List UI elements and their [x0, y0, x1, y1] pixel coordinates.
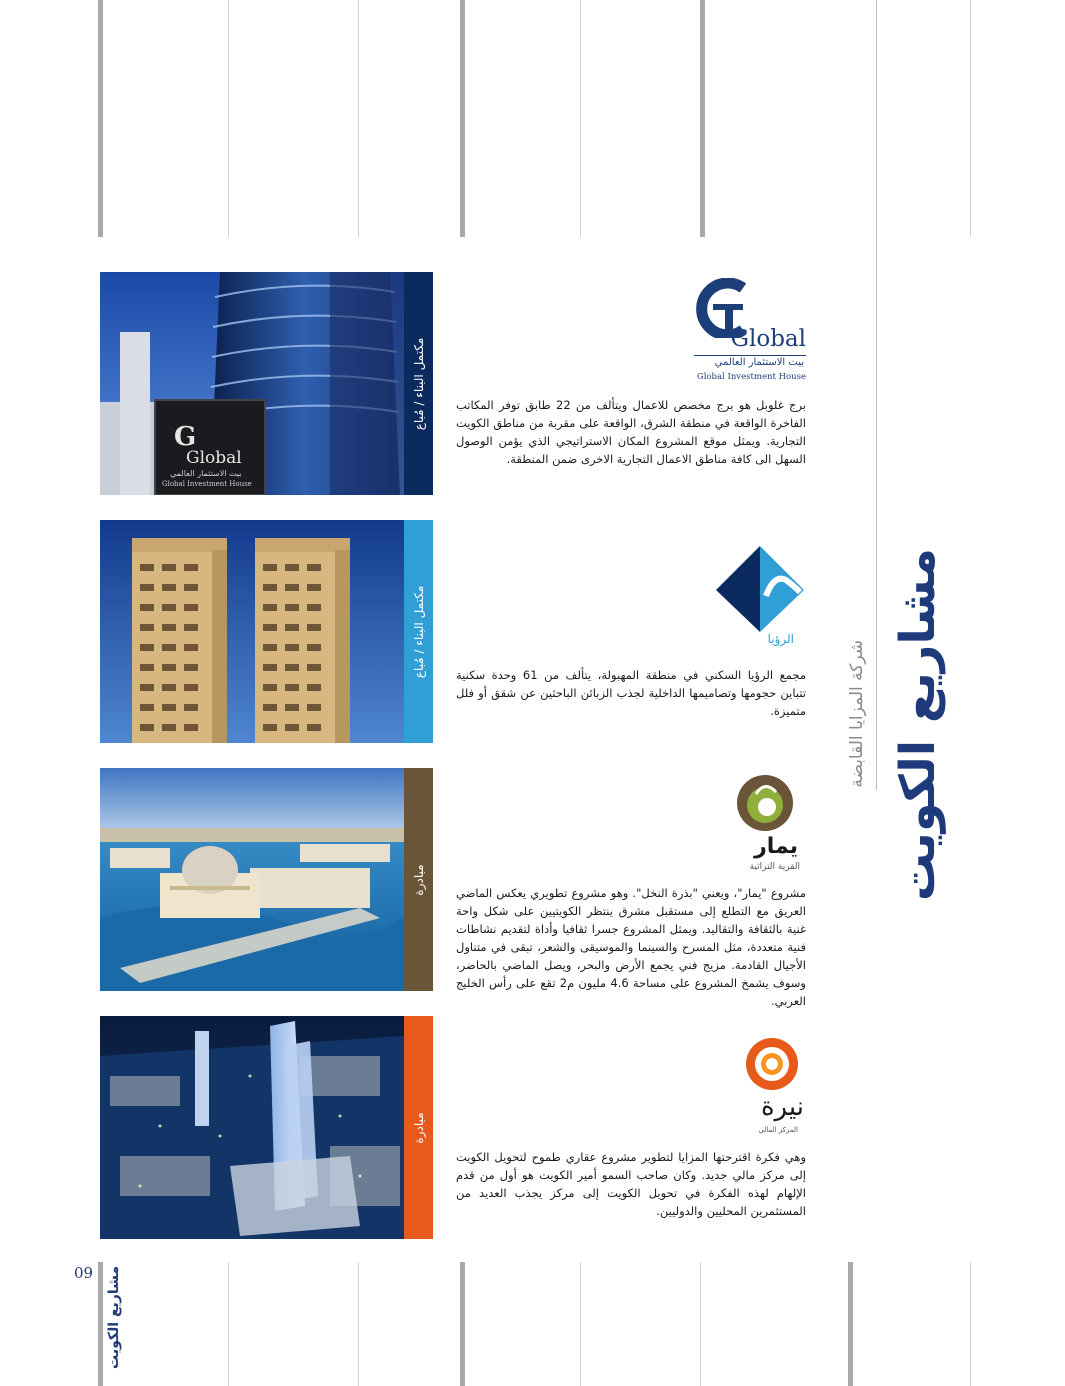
project-yammar: [100, 768, 806, 1008]
top-rule-2: [228, 0, 229, 237]
footer-title: مشاريع الكويت: [106, 1266, 122, 1369]
bottom-rule-8: [970, 1262, 971, 1386]
top-rule-4: [460, 0, 465, 237]
bottom-rule-1: [98, 1262, 103, 1386]
top-rule-7: [970, 0, 971, 237]
status-label: مبادرة: [411, 1111, 426, 1144]
naira-logo: [734, 1034, 806, 1142]
page-number: 09: [74, 1264, 94, 1282]
naira-logo-name: نيرة: [760, 1092, 804, 1122]
yammar-logo-name: يمار: [754, 834, 798, 859]
status-label: مكتمل البناء / مُباع: [411, 585, 426, 678]
roya-diamond-icon: [714, 544, 806, 632]
status-label: مبادرة: [411, 863, 426, 896]
yammar-village-photo: [100, 768, 404, 991]
seed-icon: [734, 772, 796, 834]
top-rule-6: [700, 0, 705, 237]
global-logo-english: Global Investment House: [696, 372, 806, 382]
status-band-roya: [404, 520, 433, 743]
right-divider: [876, 0, 877, 790]
yammar-logo-sub: القرية التراثية: [749, 862, 800, 872]
status-label: مكتمل البناء / مُباع: [411, 337, 426, 430]
project-description: وهي فكرة اقترحتها المزايا لتطوير مشروع عقاري طموح لتحويل الكويت إلى مركز مالي جديد. وكان صاحب السمو أمير الكويت هو أول من قدم الإلهام لهذه الفكرة في تحويل الكويت إلى مركز يجذب العديد من المستثمرين المحليين والدوليين.: [456, 1150, 806, 1218]
project-naira: [100, 1016, 806, 1239]
project-description: برج غلوبل هو برج مخصص للاعمال ويتألف من 22 طابق توفر المكاتب الفاخرة الواقعة في منطقة الشرق، الواقعة على مقربة من مناطق الكويت التجارية. ويمثل موقع المشروع المكان الاستراتيجي الذي يؤمن الوصول السهل الى كافة مناطق الاعمال التجارية الاخرى ضمن المنطقة.: [456, 398, 806, 466]
roya-logo-name: الرؤيا: [767, 632, 794, 646]
roya-logo: [714, 544, 806, 652]
global-sign-letter: G: [174, 422, 197, 452]
top-rule-3: [358, 0, 359, 237]
global-logo-rule: [694, 355, 806, 356]
global-logo-name: Global: [730, 326, 806, 352]
bottom-rule-3: [358, 1262, 359, 1386]
top-rule-1: [98, 0, 103, 237]
bottom-rule-5: [580, 1262, 581, 1386]
roya-towers-photo: [100, 520, 404, 743]
bottom-rule-7: [848, 1262, 853, 1386]
global-logo: [691, 278, 806, 386]
project-roya: [100, 520, 806, 743]
global-logo-arabic: بيت الاستثمار العالمي: [714, 357, 804, 368]
page-title: مشاريع الكويت: [890, 548, 946, 902]
naira-city-photo: [100, 1016, 404, 1239]
project-description: مشروع "يمار"، ويعني "بذرة النخل". وهو مشروع تطويري يعكس الماضي العريق مع التطلع إلى مستقبل مشرق ينتظر الكويتيين على شكل واحة غنية بالثقافة والتقاليد. ويمثل المشروع جسرا ثقافيا وأداة لتقديم نشاطات فنية متعددة، مثل المسرح والسينما والموسيقى والشعر، تبقى في متناول الأجيال القادمة. مزيج فني يجمع الأرض والبحر، ويصل الماضي بالحاضر، وسوف يشمخ المشروع على مساحة 4.6 مليون م2 تقع على رأس الخليج العربي.: [456, 886, 806, 1008]
status-band-naira: [404, 1016, 433, 1239]
global-sign-arabic: بيت الاستثمار العالمي: [170, 469, 242, 478]
yammar-logo: [724, 772, 806, 876]
project-global: [100, 272, 806, 495]
bottom-rule-4: [460, 1262, 465, 1386]
project-description: مجمع الرؤيا السكني في منطقة المهبولة، يتألف من 61 وحدة سكنية تتباين حجومها وتصاميمها الداخلية لجذب الزبائن الباحثين عن شقق أو فلل متميزة.: [456, 668, 806, 718]
status-band-global: [404, 272, 433, 495]
bottom-rule-2: [228, 1262, 229, 1386]
page-subtitle: شركة المزايا القابضة: [847, 640, 867, 788]
global-tower-photo: [100, 272, 404, 495]
ring-icon: [742, 1034, 802, 1094]
top-rule-5: [580, 0, 581, 237]
naira-logo-sub: المركز المالي: [758, 1126, 798, 1134]
status-band-yammar: [404, 768, 433, 991]
bottom-rule-6: [700, 1262, 701, 1386]
global-sign-english: Global Investment House: [162, 480, 252, 488]
global-sign-name: Global: [186, 448, 242, 468]
